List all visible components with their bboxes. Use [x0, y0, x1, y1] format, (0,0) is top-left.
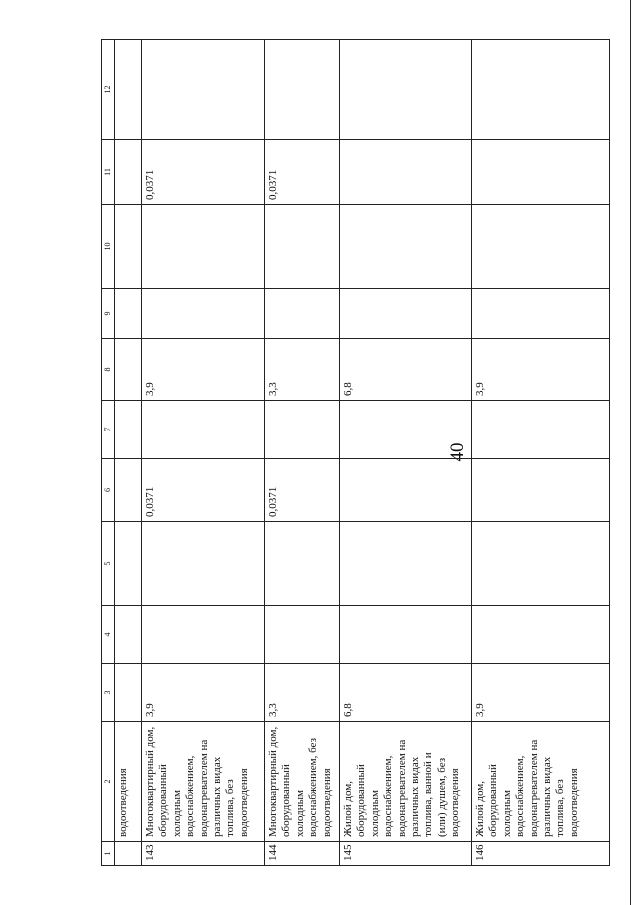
value-col7 [340, 401, 472, 459]
carry-over-text: водоотведения [115, 722, 142, 842]
value-col5 [340, 522, 472, 606]
table-cell [115, 606, 142, 664]
value-col10 [340, 205, 472, 289]
scan-edge-line [630, 0, 631, 905]
row-number: 144 [265, 842, 340, 866]
value-col3: 3,9 [142, 664, 265, 722]
value-col10 [472, 205, 610, 289]
value-col4 [142, 606, 265, 664]
table-cell [115, 140, 142, 205]
value-col7 [472, 401, 610, 459]
row-number: 146 [472, 842, 610, 866]
header-cell: 5 [102, 522, 115, 606]
value-col7 [265, 401, 340, 459]
table-row [472, 40, 610, 866]
header-cell: 12 [102, 40, 115, 140]
value-col11: 0,0371 [142, 140, 265, 205]
value-col9 [340, 289, 472, 339]
dwelling-description: Многоквартирный дом, оборудованный холодным водоснабжением, без водоотведения [265, 722, 340, 842]
row-number: 145 [340, 842, 472, 866]
table-row [142, 40, 265, 866]
value-col12 [472, 40, 610, 140]
value-col3: 3,9 [472, 664, 610, 722]
dwelling-description: Жилой дом, оборудованный холодным водоснабжением, водонагревателем на различных видах топлива, ванной и (или) душем, без водоотведения [340, 722, 472, 842]
value-col9 [472, 289, 610, 339]
value-col5 [472, 522, 610, 606]
value-col9 [265, 289, 340, 339]
value-col6 [472, 459, 610, 522]
value-col6: 0,0371 [142, 459, 265, 522]
value-col11 [472, 140, 610, 205]
tariff-table [101, 39, 610, 866]
carry-over-row [115, 40, 142, 866]
header-cell: 2 [102, 722, 115, 842]
value-col7 [142, 401, 265, 459]
value-col12 [340, 40, 472, 140]
value-col8: 6,8 [340, 339, 472, 401]
value-col10 [265, 205, 340, 289]
table-row [340, 40, 472, 866]
header-cell: 7 [102, 401, 115, 459]
table-cell [115, 842, 142, 866]
table-cell [115, 522, 142, 606]
value-col6: 0,0371 [265, 459, 340, 522]
value-col8: 3,9 [142, 339, 265, 401]
table-row [265, 40, 340, 866]
header-cell: 3 [102, 664, 115, 722]
table-cell [115, 339, 142, 401]
value-col4 [265, 606, 340, 664]
header-row [102, 40, 115, 866]
table-cell [115, 40, 142, 140]
table-cell [115, 401, 142, 459]
value-col3: 6,8 [340, 664, 472, 722]
value-col4 [340, 606, 472, 664]
rotated-table-container [101, 40, 583, 866]
row-number: 143 [142, 842, 265, 866]
value-col8: 3,3 [265, 339, 340, 401]
value-col9 [142, 289, 265, 339]
header-cell: 6 [102, 459, 115, 522]
header-cell: 1 [102, 842, 115, 866]
table-cell [115, 664, 142, 722]
value-col12 [142, 40, 265, 140]
table-cell [115, 459, 142, 522]
value-col11 [340, 140, 472, 205]
value-col5 [142, 522, 265, 606]
header-cell: 8 [102, 339, 115, 401]
value-col3: 3,3 [265, 664, 340, 722]
value-col6 [340, 459, 472, 522]
table-cell [115, 289, 142, 339]
table-cell [115, 205, 142, 289]
header-cell: 4 [102, 606, 115, 664]
dwelling-description: Многоквартирный дом, оборудованный холодным водоснабжением, водонагревателем на различных видах топлива, без водоотведения [142, 722, 265, 842]
value-col12 [265, 40, 340, 140]
header-cell: 11 [102, 140, 115, 205]
value-col10 [142, 205, 265, 289]
dwelling-description: Жилой дом, оборудованный холодным водоснабжением, водонагревателем на различных видах топлива, без водоотведения [472, 722, 610, 842]
header-cell: 10 [102, 205, 115, 289]
header-cell: 9 [102, 289, 115, 339]
value-col11: 0,0371 [265, 140, 340, 205]
page-number: 40 [447, 442, 468, 462]
value-col4 [472, 606, 610, 664]
value-col8: 3,9 [472, 339, 610, 401]
value-col5 [265, 522, 340, 606]
